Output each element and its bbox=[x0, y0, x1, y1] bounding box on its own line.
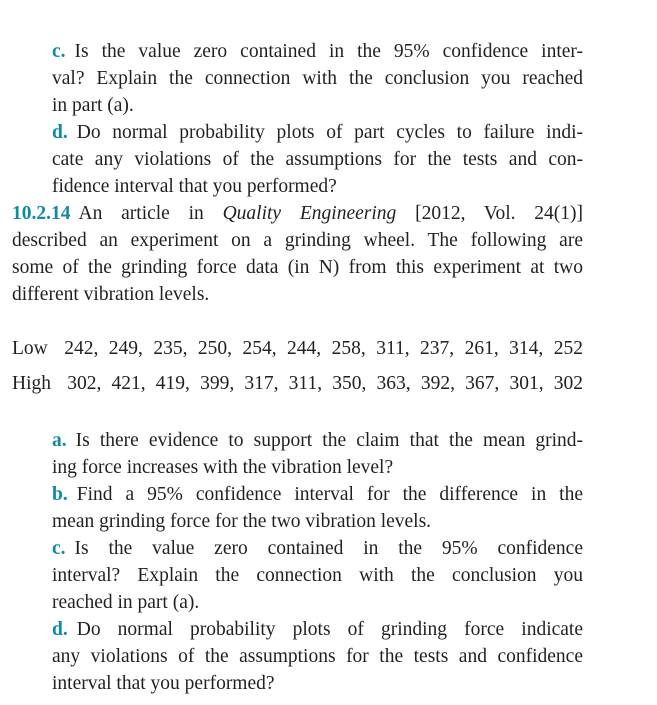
exercise-number: 10.2.14 bbox=[12, 203, 71, 224]
part-d-line-3: interval that you performed? bbox=[52, 673, 275, 694]
exercise-intro-line-3: some of the grinding force data (in N) from this experiment at two bbox=[12, 257, 583, 278]
prev-part-c-line-3: in part (a). bbox=[52, 95, 134, 116]
data-row-low-values: 242, 249, 235, 250, 254, 244, 258, 311, 237, 261, 314, 252 bbox=[64, 338, 584, 359]
part-b-label: b. bbox=[52, 484, 68, 505]
part-a-label: a. bbox=[52, 430, 67, 451]
data-row-high-label: High bbox=[12, 373, 51, 394]
prev-part-d-line-1: d. Do normal probability plots of part cycles to failure indi- bbox=[52, 122, 583, 143]
part-b-line-1: b. Find a 95% confidence interval for the difference in the bbox=[52, 484, 583, 505]
prev-part-d-line-3: fidence interval that you performed? bbox=[52, 176, 337, 197]
data-row-low-label: Low bbox=[12, 338, 48, 359]
part-d-line-1: d. Do normal probability plots of grinding force indicate bbox=[52, 619, 583, 640]
data-row-high bbox=[12, 370, 583, 397]
prev-part-d-label: d. bbox=[52, 122, 68, 143]
part-c-line-2: interval? Explain the connection with the conclusion you bbox=[52, 565, 583, 586]
journal-name: Quality Engineering bbox=[222, 203, 397, 224]
exercise-intro-line-4: different vibration levels. bbox=[12, 284, 210, 305]
part-b-line-2: mean grinding force for the two vibration levels. bbox=[52, 511, 432, 532]
part-a-line-1: a. Is there evidence to support the claim that the mean grind- bbox=[52, 430, 583, 451]
part-c-label: c. bbox=[52, 538, 66, 559]
prev-part-d-line-2: cate any violations of the assumptions for the tests and con- bbox=[52, 149, 583, 170]
prev-part-c-line-2: val? Explain the connection with the conclusion you reached bbox=[52, 68, 583, 89]
data-row-high-values: 302, 421, 419, 399, 317, 311, 350, 363, 392, 367, 301, 302 bbox=[67, 373, 584, 394]
prev-part-c-label: c. bbox=[52, 41, 66, 62]
part-c-line-3: reached in part (a). bbox=[52, 592, 200, 613]
part-d-line-2: any violations of the assumptions for the tests and confidence bbox=[52, 646, 583, 667]
prev-part-c-line-1: c. Is the value zero contained in the 95% confidence inter- bbox=[52, 41, 583, 62]
part-a-line-2: ing force increases with the vibration level? bbox=[52, 457, 394, 478]
part-c-line-1: c. Is the value zero contained in the 95% confidence bbox=[52, 538, 583, 559]
exercise-intro-line-2: described an experiment on a grinding wheel. The following are bbox=[12, 230, 583, 251]
part-d-label: d. bbox=[52, 619, 68, 640]
data-row-low bbox=[12, 335, 583, 362]
exercise-intro-line-1: 10.2.14 An article in Quality Engineering [2012, Vol. 24(1)] bbox=[12, 203, 584, 224]
